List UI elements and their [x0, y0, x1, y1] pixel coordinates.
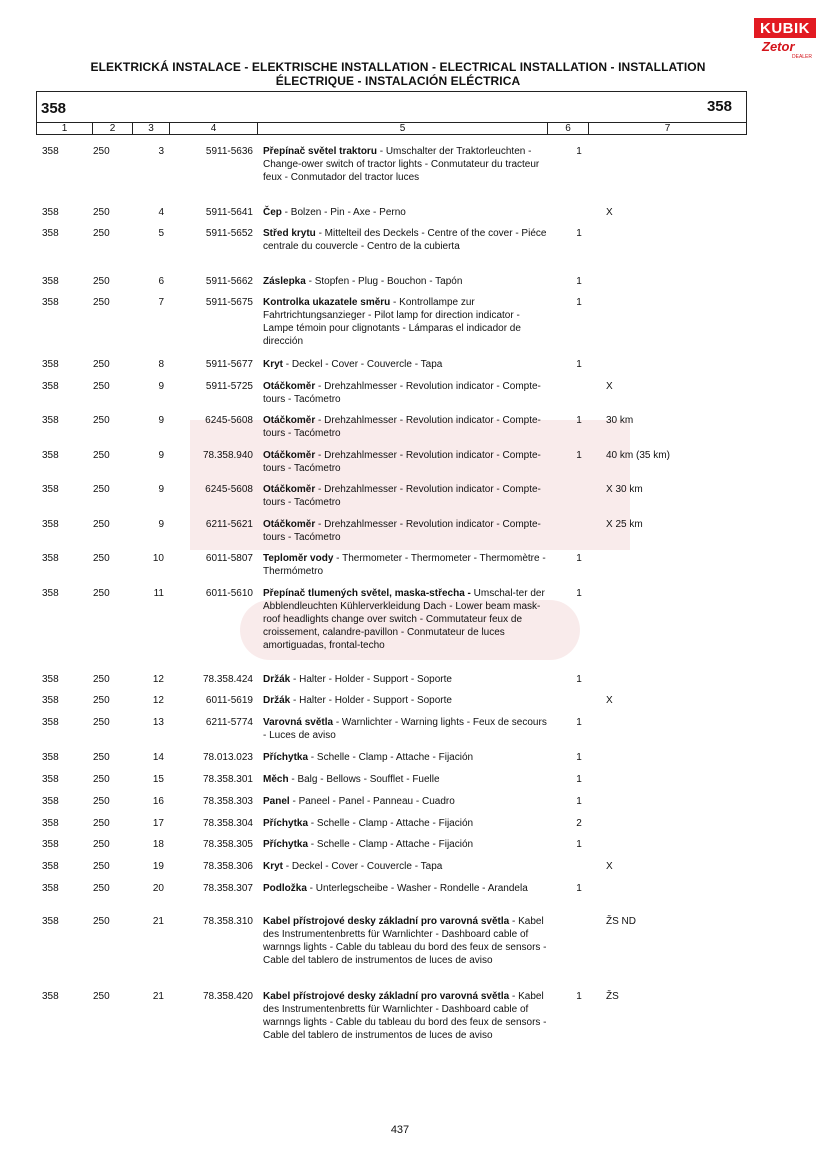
cell-section: 358	[42, 796, 59, 807]
cell-group: 250	[93, 991, 110, 1002]
cell-group: 250	[93, 818, 110, 829]
column-header-3: 3	[133, 123, 170, 135]
description-czech: Teploměr vody	[263, 553, 334, 564]
cell-position: 5	[158, 228, 164, 239]
cell-section: 358	[42, 297, 59, 308]
cell-description	[263, 860, 548, 873]
cell-quantity: 1	[576, 717, 582, 728]
description-translations: - Schelle - Clamp - Attache - Fijación	[308, 752, 474, 763]
cell-part-number: 78.358.307	[202, 883, 253, 894]
cell-section: 358	[42, 588, 59, 599]
cell-part-number: 6011-5807	[205, 553, 253, 564]
cell-part-number: 5911-5652	[205, 228, 253, 239]
cell-description	[263, 275, 548, 288]
cell-note: X 30 km	[606, 484, 643, 495]
cell-group: 250	[93, 207, 110, 218]
cell-group: 250	[93, 588, 110, 599]
cell-description	[263, 915, 548, 967]
cell-section: 358	[42, 916, 59, 927]
cell-note: X	[606, 207, 613, 218]
kubik-zetor-logo	[754, 14, 816, 62]
description-translations: Umschal-ter der Abblendleuchten Kühlerverkleidung Dach - Lower beam mask-roof headlights change over switch - Commutateur feux de croissement, calandre-pavillon - Conmutateur de luces amortiguadas, frontal-techo	[263, 588, 545, 651]
cell-part-number: 6245-5608	[205, 484, 253, 495]
cell-description	[263, 817, 548, 830]
section-number-left: 358	[41, 100, 67, 117]
cell-position: 13	[152, 717, 164, 728]
cell-part-number: 6211-5774	[205, 717, 253, 728]
cell-description	[263, 751, 548, 764]
cell-note: 40 km (35 km)	[606, 450, 670, 461]
cell-description	[263, 838, 548, 851]
description-czech: Kabel přístrojové desky základní pro varovná světla	[263, 991, 510, 1002]
description-translations: - Balg - Bellows - Soufflet - Fuelle	[288, 774, 440, 785]
description-czech: Otáčkoměr	[263, 415, 316, 426]
cell-quantity: 1	[576, 415, 582, 426]
cell-part-number: 78.358.305	[202, 839, 253, 850]
section-number-right: 358	[706, 98, 732, 115]
cell-group: 250	[93, 359, 110, 370]
cell-group: 250	[93, 774, 110, 785]
logo-name: KUBIK	[760, 19, 810, 37]
cell-part-number: 5911-5677	[205, 359, 253, 370]
logo-brand: Zetor	[762, 39, 795, 54]
cell-note: X	[606, 695, 613, 706]
cell-part-number: 6011-5619	[205, 695, 253, 706]
cell-part-number: 78.358.424	[202, 674, 253, 685]
cell-section: 358	[42, 359, 59, 370]
cell-position: 3	[158, 146, 164, 157]
description-czech: Měch	[263, 774, 289, 785]
cell-part-number: 78.358.306	[202, 861, 253, 872]
cell-section: 358	[42, 228, 59, 239]
description-czech: Otáčkoměr	[263, 484, 316, 495]
cell-group: 250	[93, 519, 110, 530]
description-translations: - Drehzahlmesser - Revolution indicator - Compte-tours - Tacómetro	[263, 484, 541, 508]
cell-position: 16	[152, 796, 164, 807]
cell-position: 9	[158, 484, 164, 495]
cell-part-number: 6245-5608	[205, 415, 253, 426]
cell-group: 250	[93, 381, 110, 392]
cell-description	[263, 449, 548, 475]
cell-group: 250	[93, 883, 110, 894]
cell-group: 250	[93, 752, 110, 763]
cell-group: 250	[93, 674, 110, 685]
cell-part-number: 78.358.420	[202, 991, 253, 1002]
cell-note: X	[606, 861, 613, 872]
cell-quantity: 1	[576, 752, 582, 763]
cell-section: 358	[42, 207, 59, 218]
cell-quantity: 1	[576, 883, 582, 894]
description-czech: Otáčkoměr	[263, 450, 316, 461]
page-title	[60, 60, 736, 88]
cell-section: 358	[42, 674, 59, 685]
description-czech: Varovná světla	[263, 717, 334, 728]
description-translations: - Bolzen - Pin - Axe - Perno	[281, 207, 406, 218]
cell-group: 250	[93, 415, 110, 426]
description-translations: - Halter - Holder - Support - Soporte	[290, 695, 452, 706]
column-header-5: 5	[258, 123, 548, 135]
column-header-4: 4	[170, 123, 258, 135]
cell-part-number: 5911-5641	[205, 207, 253, 218]
column-header-1: 1	[37, 123, 93, 135]
description-translations: - Drehzahlmesser - Revolution indicator - Compte-tours - Tacómetro	[263, 519, 541, 543]
cell-section: 358	[42, 695, 59, 706]
cell-quantity: 1	[576, 674, 582, 685]
description-translations: - Mittelteil des Deckels - Centre of the cover - Piéce centrale du couvercle - Centro de la cubierta	[263, 228, 547, 252]
cell-position: 12	[152, 695, 164, 706]
cell-quantity: 1	[576, 146, 582, 157]
cell-group: 250	[93, 297, 110, 308]
description-translations: - Thermometer - Thermometer - Thermomètre - Thermómetro	[263, 553, 546, 577]
cell-position: 4	[158, 207, 164, 218]
column-header-2: 2	[93, 123, 133, 135]
description-czech: Přepínač světel traktoru	[263, 146, 377, 157]
description-czech: Držák	[263, 695, 291, 706]
cell-position: 21	[152, 991, 164, 1002]
title-line-2: ÉLECTRIQUE - INSTALACIÓN ELÉCTRICA	[275, 74, 521, 88]
cell-position: 10	[152, 553, 164, 564]
description-czech: Otáčkoměr	[263, 381, 316, 392]
cell-group: 250	[93, 717, 110, 728]
cell-group: 250	[93, 796, 110, 807]
description-czech: Panel	[263, 796, 290, 807]
page-number: 437	[390, 1124, 410, 1136]
description-czech: Přepínač tlumených světel, maska-střecha -	[263, 588, 471, 599]
cell-position: 15	[152, 774, 164, 785]
description-czech: Kontrolka ukazatele směru	[263, 297, 391, 308]
cell-quantity: 1	[576, 228, 582, 239]
cell-section: 358	[42, 519, 59, 530]
cell-position: 14	[152, 752, 164, 763]
cell-section: 358	[42, 553, 59, 564]
cell-group: 250	[93, 553, 110, 564]
description-translations: - Halter - Holder - Support - Soporte	[290, 674, 452, 685]
description-czech: Kryt	[263, 359, 284, 370]
cell-position: 19	[152, 861, 164, 872]
description-czech: Záslepka	[263, 276, 306, 287]
cell-part-number: 6011-5610	[205, 588, 253, 599]
cell-section: 358	[42, 861, 59, 872]
cell-description	[263, 990, 548, 1042]
title-line-1: ELEKTRICKÁ INSTALACE - ELEKTRISCHE INSTALLATION - ELECTRICAL INSTALLATION - INSTALLATION	[90, 60, 706, 74]
logo-box	[754, 18, 816, 38]
cell-section: 358	[42, 883, 59, 894]
description-translations: - Warnlichter - Warning lights - Feux de secours - Luces de aviso	[263, 717, 547, 741]
cell-section: 358	[42, 717, 59, 728]
cell-section: 358	[42, 839, 59, 850]
cell-quantity: 1	[576, 450, 582, 461]
cell-group: 250	[93, 484, 110, 495]
cell-description	[263, 795, 548, 808]
description-translations: - Drehzahlmesser - Revolution indicator - Compte-tours - Tacómetro	[263, 381, 541, 405]
cell-part-number: 78.358.310	[202, 916, 253, 927]
cell-section: 358	[42, 774, 59, 785]
cell-position: 6	[158, 276, 164, 287]
cell-part-number: 5911-5675	[205, 297, 253, 308]
cell-description	[263, 483, 548, 509]
table-header	[36, 91, 747, 135]
cell-section: 358	[42, 276, 59, 287]
cell-quantity: 1	[576, 553, 582, 564]
cell-position: 9	[158, 450, 164, 461]
cell-position: 9	[158, 381, 164, 392]
cell-position: 18	[152, 839, 164, 850]
description-czech: Držák	[263, 674, 291, 685]
description-czech: Kabel přístrojové desky základní pro varovná světla	[263, 916, 510, 927]
cell-description	[263, 673, 548, 686]
cell-part-number: 78.358.304	[202, 818, 253, 829]
description-translations: - Schelle - Clamp - Attache - Fijación	[308, 818, 474, 829]
cell-quantity: 1	[576, 588, 582, 599]
cell-group: 250	[93, 695, 110, 706]
description-translations: - Paneel - Panel - Panneau - Cuadro	[289, 796, 455, 807]
cell-part-number: 5911-5636	[205, 146, 253, 157]
cell-section: 358	[42, 415, 59, 426]
logo-sub: DEALER	[792, 54, 813, 60]
cell-position: 21	[152, 916, 164, 927]
description-czech: Příchytka	[263, 818, 309, 829]
cell-description	[263, 206, 548, 219]
description-czech: Otáčkoměr	[263, 519, 316, 530]
cell-section: 358	[42, 752, 59, 763]
cell-note: X 25 km	[606, 519, 643, 530]
cell-description	[263, 694, 548, 707]
cell-group: 250	[93, 276, 110, 287]
description-czech: Střed krytu	[263, 228, 316, 239]
description-translations: - Unterlegscheibe - Washer - Rondelle - Arandela	[306, 883, 528, 894]
cell-description	[263, 296, 548, 348]
cell-group: 250	[93, 861, 110, 872]
description-translations: - Stopfen - Plug - Bouchon - Tapón	[305, 276, 463, 287]
cell-part-number: 78.013.023	[202, 752, 253, 763]
cell-description	[263, 587, 548, 652]
cell-section: 358	[42, 484, 59, 495]
description-czech: Kryt	[263, 861, 284, 872]
cell-quantity: 1	[576, 297, 582, 308]
cell-quantity: 1	[576, 359, 582, 370]
cell-note: ŽS	[606, 991, 619, 1002]
cell-description	[263, 414, 548, 440]
cell-description	[263, 145, 548, 184]
description-czech: Podložka	[263, 883, 307, 894]
cell-quantity: 2	[576, 818, 582, 829]
cell-position: 8	[158, 359, 164, 370]
cell-description	[263, 380, 548, 406]
cell-section: 358	[42, 991, 59, 1002]
cell-position: 20	[152, 883, 164, 894]
column-header-7: 7	[664, 123, 671, 134]
cell-description	[263, 716, 548, 742]
cell-group: 250	[93, 450, 110, 461]
cell-position: 9	[158, 519, 164, 530]
cell-part-number: 5911-5662	[205, 276, 253, 287]
cell-part-number: 78.358.301	[202, 774, 253, 785]
cell-section: 358	[42, 146, 59, 157]
cell-section: 358	[42, 450, 59, 461]
cell-part-number: 78.358.940	[202, 450, 253, 461]
cell-position: 11	[153, 588, 164, 599]
description-translations: - Kabel des Instrumentenbretts für Warnlichter - Dashboard cable of warnngs lights - Cable du tableau du bord des feux de sensors - Cable del tablero de instrumentos de luces de aviso	[263, 991, 547, 1041]
cell-description	[263, 773, 548, 786]
cell-group: 250	[93, 146, 110, 157]
cell-section: 358	[42, 818, 59, 829]
cell-group: 250	[93, 228, 110, 239]
cell-part-number: 6211-5621	[205, 519, 253, 530]
description-translations: - Kontrollampe zur Fahrtrichtungsanzieger - Pilot lamp for direction indicator - Lampe témoin pour clignotants - Lámparas el indicador de dirección	[263, 297, 521, 347]
description-translations: - Drehzahlmesser - Revolution indicator - Compte-tours - Tacómetro	[263, 450, 541, 474]
cell-quantity: 1	[576, 796, 582, 807]
cell-quantity: 1	[576, 774, 582, 785]
cell-section: 358	[42, 381, 59, 392]
description-translations: - Deckel - Cover - Couvercle - Tapa	[283, 359, 443, 370]
cell-quantity: 1	[576, 839, 582, 850]
cell-position: 9	[158, 415, 164, 426]
cell-description	[263, 882, 548, 895]
cell-group: 250	[93, 916, 110, 927]
cell-quantity: 1	[576, 991, 582, 1002]
cell-description	[263, 227, 548, 253]
column-header-6: 6	[548, 123, 589, 135]
cell-part-number: 5911-5725	[205, 381, 253, 392]
cell-note: X	[606, 381, 613, 392]
description-czech: Příchytka	[263, 839, 309, 850]
description-translations: - Drehzahlmesser - Revolution indicator - Compte-tours - Tacómetro	[263, 415, 541, 439]
cell-description	[263, 552, 548, 578]
description-czech: Příchytka	[263, 752, 309, 763]
cell-note: 30 km	[606, 415, 634, 426]
description-translations: - Schelle - Clamp - Attache - Fijación	[308, 839, 474, 850]
cell-quantity: 1	[576, 276, 582, 287]
cell-group: 250	[93, 839, 110, 850]
column-header-row	[37, 122, 746, 135]
cell-position: 7	[158, 297, 164, 308]
cell-position: 17	[152, 818, 164, 829]
description-translations: - Umschalter der Traktorleuchten - Change-ower switch of tractor lights - Conmutateur du tracteur feux - Conmutador del tractor luces	[263, 146, 540, 183]
description-translations: - Kabel des Instrumentenbretts für Warnlichter - Dashboard cable of warnngs lights - Cable du tableau du bord des feux de sensors - Cable del tablero de instrumentos de luces de aviso	[263, 916, 547, 966]
description-translations: - Deckel - Cover - Couvercle - Tapa	[283, 861, 443, 872]
cell-part-number: 78.358.303	[202, 796, 253, 807]
cell-position: 12	[152, 674, 164, 685]
cell-description	[263, 518, 548, 544]
cell-description	[263, 358, 548, 371]
cell-note: ŽS ND	[606, 916, 636, 927]
description-czech: Čep	[263, 207, 282, 218]
